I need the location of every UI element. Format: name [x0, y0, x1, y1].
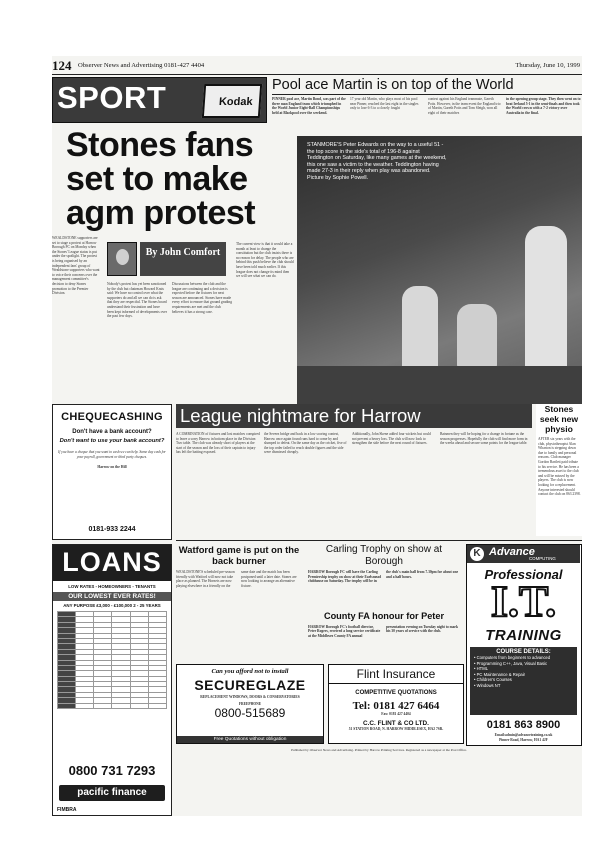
secureglaze-ad [176, 664, 324, 744]
player-fielder [525, 226, 567, 386]
chequecashing-tagline: Don't have a bank account? [72, 429, 152, 435]
kodak-brand: Kodak [218, 96, 253, 108]
cricket-photo [297, 136, 582, 404]
county-story [308, 611, 460, 661]
watford-story [176, 544, 302, 659]
course-panel [470, 647, 577, 715]
footer-imprint: Published by Observer News and Advertising. Printed by Harrow Printing Services. Registered as a newspaper at the Post Office. [291, 748, 467, 752]
league-story-col1: A COMBINATION of fixtures and lost matches conspired to leave a sorry Harrow in bottom place in the Division Two table. The club was already short of players at the start of the season and the loss of their captain to injury has left the batting exposed. [176, 432, 260, 455]
loans-title-banner [53, 545, 171, 581]
secureglaze-brand: SECUREGLAZE [194, 677, 306, 693]
chequecashing-address: Harrow on the Hill [97, 465, 127, 470]
physio-story [536, 404, 582, 536]
course-item: • Computers from beginners to advanced [474, 655, 551, 660]
loans-rates-label: OUR LOWEST EVER RATES! [53, 592, 171, 601]
header-rule [52, 74, 582, 75]
loans-rate-row [58, 703, 167, 708]
insurance-fax: Fax: 0181 427 4404 [381, 712, 411, 716]
course-list [474, 655, 573, 689]
chequecashing-phone: 0181-933 2244 [88, 526, 136, 533]
league-story-col4: Batsmen they will be hoping for a change in fortune as the season progresses. Hopefully the club will find more form in the weeks ahead and secure some points for the league table. [440, 432, 528, 446]
lead-headline-line1: Stones fans [66, 126, 254, 164]
top-story-col4: in the opening group stage. They then went on to beat Ireland 5-1 in the semi-finals and then took the World crown with a 7-2 victory over Australia in the final. [506, 97, 581, 115]
secureglaze-products: REPLACEMENT WINDOWS, DOORS & CONSERVATORIES [200, 695, 300, 699]
league-story-banner [176, 404, 532, 428]
physio-headline: Stones seek new physio [539, 404, 579, 434]
loans-ad [52, 544, 172, 816]
league-story-col3: Additionally, John Skene added four wickets but could not prevent a heavy loss. The club will now look to strengthen the side before the next round of fixtures. [352, 432, 431, 446]
lead-headline-line3: agm protest [66, 194, 256, 232]
lead-headline [66, 128, 296, 230]
loans-strap: LOW RATES - HOMEOWNERS - TENANTS [68, 584, 156, 589]
lead-headline-line2: set to make [66, 160, 248, 198]
paper-name: Observer News and Advertising 0181-427 4404 [78, 62, 205, 69]
league-story-headline: League nightmare for Harrow [180, 405, 421, 426]
loans-footer: FIMBRA [57, 807, 77, 813]
top-story-col1: PINNER pool ace, Martin Bond, was part of the three man England team which triumphed in the World Junior Eight-Ball Championships held at Blackpool over the weekend. [272, 97, 346, 115]
player-keeper [457, 304, 497, 369]
secureglaze-footer: Free Quotations without obligation [177, 736, 323, 743]
top-story [272, 77, 582, 137]
issue-date: Thursday, June 10, 1999 [515, 62, 580, 69]
county-headline: County FA honour for Peter [323, 611, 445, 621]
lead-story-intro: WEALDSTONE supporters are set to stage a protest at Harrow Borough FC on Monday when the Stones' League status is put under the spotlight. The protest is being organised by an independent fans' group of Wealdstone supporters who want to voice their concerns over the management committee's decision to deny Stones promotion to the Premier Division. [52, 236, 100, 296]
county-body: HARROW Borough FC's football director, Peter Rogers, received a long service certificate at the Middlesex County FA annual presentation evening on Tuesday night to mark his 30 years of service with the club. [308, 624, 459, 638]
player-batsman [402, 286, 438, 371]
insurance-address: 51 STATION ROAD, N. HARROW MIDDLESEX, HA2 7SR. [348, 726, 444, 731]
advance-brand: Advance [489, 546, 535, 558]
insurance-phone: Tel: 0181 427 6464 [352, 700, 440, 712]
pacific-finance-logo [59, 785, 165, 801]
chequecashing-title: CHEQUECASHING [61, 411, 163, 423]
pitch-grass [297, 366, 582, 404]
course-item: • Windows NT [474, 682, 501, 688]
sport-masthead [52, 77, 267, 123]
loans-phone: 0800 731 7293 [68, 763, 156, 778]
advance-ad [466, 544, 582, 746]
secureglaze-label: FREEPHONE [238, 701, 262, 706]
insurance-sub: COMPETITIVE QUOTATIONS [355, 690, 437, 696]
sport-label: SPORT [57, 80, 167, 115]
advance-heading: Professional [484, 567, 563, 582]
league-story-col2: the Severn bridge and back in a low scoring contest, Harrow once again found runs hard to come by and slumped to defeat. On the same day as the cricket, five of the top order failed to reach double figures and the side were dismissed cheaply. [264, 432, 347, 455]
top-story-col2: 17 year old Martin, who plays most of his pool near Pinner, reached the last eight in the singles only to lose 6-3 to a closely fought [350, 97, 419, 111]
loans-title: LOANS [62, 547, 162, 577]
course-item: • PC Maintenance & Repair [474, 671, 526, 677]
insurance-ad [328, 664, 464, 744]
chequecashing-ad [52, 404, 172, 540]
advance-brand-sub: COMPUTING [529, 556, 556, 561]
newspaper-page [52, 56, 582, 816]
chequecashing-subtitle: Don't want to use your bank account? [59, 438, 165, 444]
top-story-rule [272, 94, 582, 95]
advance-email: Email:admin@advancetraining.co.uk [494, 733, 553, 737]
course-item: • Children's Courses [474, 677, 512, 683]
page-number: 124 [52, 58, 72, 73]
carling-headline: Carling Trophy on show at Borough [325, 544, 443, 567]
top-story-col3: contest against his England teammate, Gareth Potts. However, in the team event the England trio of Martin, Gareth Potts and Tom Sleigh, won all eight of their matches [428, 97, 501, 115]
physio-body: AFTER six years with the club, physiotherapist Alan Wharton is stepping down due to family and personal reasons. Club manager Gordon Bartlett paid tribute to his service. He has been a tremendous asset to the club and will be missed by the players. The club is now looking for a replacement. Anyone interested should contact the club on 863 2398. [538, 437, 581, 497]
author-photo [107, 242, 137, 276]
top-story-headline: Pool ace Martin is on top of the World [272, 77, 514, 93]
insurance-brand: Flint Insurance [329, 665, 463, 684]
watford-body: WEALDSTONE'S scheduled pre-season friendly with Watford will now not take place as planned. The Hornets are now playing elsewhere in a friendly on the same date and the match has been postponed until a later date. Stones are now looking to arrange an alternative fixture. [176, 570, 297, 588]
course-title: COURSE DETAILS: [496, 649, 551, 655]
cricket-photo-caption: STANMORE'S Peter Edwards on the way to a useful 51 - the top score in the side's total of 196-8 against Teddington on Saturday, like many games at the weekend, this one saw a victim to the weather. Teddington having made 27-3 in their reply when play was abandoned. Picture by Sophie Powell. [307, 142, 447, 181]
byline-box [140, 242, 226, 276]
loans-rate-table [57, 611, 167, 709]
advance-subheading: TRAINING [485, 627, 562, 644]
loans-table-header: ANY PURPOSE £3,000 - £100,000 2 - 25 YEARS [63, 603, 161, 608]
secureglaze-phone: 0800-515689 [214, 706, 286, 721]
advance-logo: I.T. [490, 577, 557, 626]
lead-story-col4: The current view is that it would take a month at least to change the constitution but the club insists there is no reason for delay. The people who are behind this push believe the club should have been told much earlier. If this league does not change its mind then we will see what we can do. [236, 242, 294, 279]
mid-rule [176, 540, 582, 541]
course-item: • Programming C++, Java, Visual Basic [474, 660, 548, 666]
chequecashing-body: If you have a cheque that you want to cash we can help. Same day cash for your payroll, government or third party cheques. [58, 450, 166, 459]
course-item: • HTML [474, 666, 489, 672]
advance-k-icon: K [470, 547, 484, 561]
advance-banner [467, 545, 580, 563]
advance-address: Pinner Road, Harrow, HA1 4JF [499, 738, 548, 742]
secureglaze-tagline: Can you afford not to install [211, 668, 289, 675]
carling-story [308, 544, 460, 606]
lead-story-col3: Discussions between the club and the league are continuing and a decision is expected before the fixtures for next season are announced. Stones have made every effort to ensure that ground grading requirements are met and the club believes it has a strong case. [172, 282, 232, 314]
byline-text: By John Comfort [145, 247, 221, 258]
lead-story-col2: Nobody's protest has yet been sanctioned by the club but chairman Howard Krais said: We have no control over what the supporters do and all we can do is ask that they are respectful. The Stones board understand their frustration and have been kept informed of developments over the past few days. [107, 282, 167, 319]
author-face [116, 249, 129, 265]
watford-headline: Watford game is put on the back burner [178, 544, 300, 566]
pacific-finance-brand: pacific finance [77, 787, 147, 798]
insurance-company: C.C. FLINT & CO LTD. [363, 719, 429, 727]
carling-body: HARROW Borough FC will have the Carling Premiership trophy on show at their Earlsmead clubhouse on Saturday. The trophy will be in the club's main hall from 7.30pm for about one and a half hours. [308, 570, 459, 584]
advance-phone: 0181 863 8900 [486, 719, 561, 731]
kodak-logo [202, 84, 262, 118]
